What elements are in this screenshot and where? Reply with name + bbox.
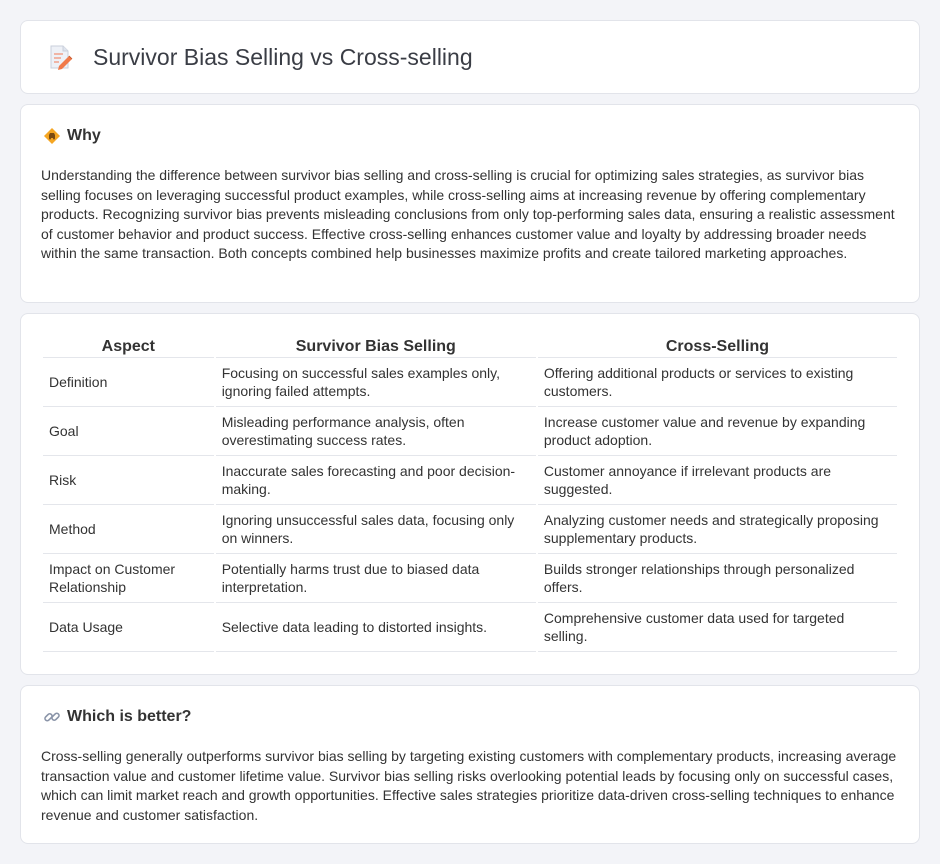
table-cell-survivor-bias: Focusing on successful sales examples only, ignoring failed attempts. [216, 358, 536, 407]
table-row [43, 407, 897, 456]
table-cell-cross-selling: Offering additional products or services to existing customers. [538, 358, 897, 407]
table-cell-survivor-bias: Potentially harms trust due to biased data interpretation. [216, 554, 536, 603]
table-cell-cross-selling: Comprehensive customer data used for targeted selling. [538, 603, 897, 652]
table-cell-aspect: Risk [43, 456, 214, 505]
table-header-row [43, 335, 897, 358]
warning-diamond-icon [43, 127, 61, 145]
table-cell-cross-selling: Customer annoyance if irrelevant products are suggested. [538, 456, 897, 505]
table-cell-aspect: Goal [43, 407, 214, 456]
table-row [43, 603, 897, 652]
page-title: Survivor Bias Selling vs Cross-selling [93, 43, 473, 70]
why-section [20, 104, 920, 303]
table-cell-aspect: Method [43, 505, 214, 554]
column-header-aspect: Aspect [43, 335, 214, 358]
table-row [43, 456, 897, 505]
table-row [43, 554, 897, 603]
document-pencil-icon [46, 43, 74, 71]
comparison-section [20, 313, 920, 675]
table-cell-cross-selling: Analyzing customer needs and strategically proposing supplementary products. [538, 505, 897, 554]
table-row [43, 505, 897, 554]
why-body: Understanding the difference between survivor bias selling and cross-selling is crucial for optimizing sales strategies, as survivor bias selling focuses on leveraging successful product examples, while cross-selling aims at increasing revenue by offering complementary products. Recognizing survivor bias prevents misleading conclusions from only top-performing sales data, ensuring a realistic assessment of customer behavior and product success. Effective cross-selling enhances customer value and loyalty by addressing broader needs within the same transaction. Both concepts combined help businesses maximize profits and create tailored marketing approaches. [41, 167, 895, 261]
why-title: Why [67, 127, 101, 144]
better-title: Which is better? [67, 708, 192, 725]
header-card [20, 20, 920, 94]
better-body: Cross-selling generally outperforms survivor bias selling by targeting existing customers with complementary products, increasing average transaction value and customer lifetime value. Survivor bias selling risks overlooking potential leads by focusing only on successful cases, which can limit market reach and growth opportunities. Effective sales strategies prioritize data-driven cross-selling techniques to enhance revenue and customer satisfaction. [41, 748, 897, 823]
table-cell-survivor-bias: Misleading performance analysis, often overestimating success rates. [216, 407, 536, 456]
column-header-survivor-bias: Survivor Bias Selling [216, 335, 536, 358]
table-cell-aspect: Impact on Customer Relationship [43, 554, 214, 603]
table-cell-survivor-bias: Selective data leading to distorted insights. [216, 603, 536, 652]
link-icon [43, 708, 61, 726]
table-cell-survivor-bias: Inaccurate sales forecasting and poor decision-making. [216, 456, 536, 505]
why-heading [43, 127, 101, 145]
table-cell-aspect: Data Usage [43, 603, 214, 652]
column-header-cross-selling: Cross-Selling [538, 335, 897, 358]
table-cell-cross-selling: Builds stronger relationships through personalized offers. [538, 554, 897, 603]
better-heading [43, 708, 191, 726]
which-is-better-section [20, 685, 920, 844]
table-cell-cross-selling: Increase customer value and revenue by expanding product adoption. [538, 407, 897, 456]
comparison-table [41, 335, 899, 652]
title-row [46, 43, 473, 71]
table-row [43, 358, 897, 407]
table-cell-aspect: Definition [43, 358, 214, 407]
table-cell-survivor-bias: Ignoring unsuccessful sales data, focusing only on winners. [216, 505, 536, 554]
